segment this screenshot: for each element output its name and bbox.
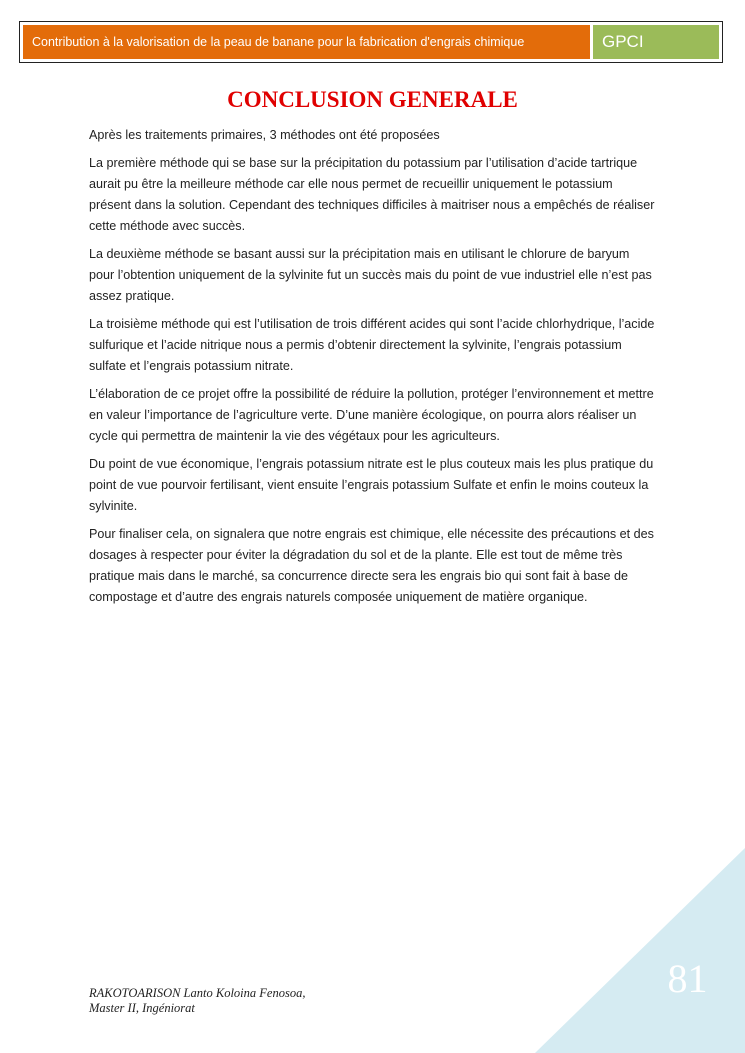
page-header <box>19 21 723 63</box>
paragraph: Après les traitements primaires, 3 méthodes ont été proposées <box>89 128 440 142</box>
body-text <box>89 125 657 615</box>
paragraph: L’élaboration de ce projet offre la possibilité de réduire la pollution, protéger l’environnement et mettre en valeur l’importance de l’agriculture verte. D’une manière écologique, on pourra alors réaliser un cycle qui permettra de maintenir la vie des végétaux pour les agriculteurs. <box>89 387 654 443</box>
page-title: CONCLUSION GENERALE <box>227 87 518 112</box>
paragraph: Du point de vue économique, l’engrais potassium nitrate est le plus couteux mais les plus pratique du point de vue pourvoir fertilisant, vient ensuite l’engrais potassium Sulfate et enfin le moins couteux la sylvinite. <box>89 457 654 513</box>
paragraph: La troisième méthode qui est l’utilisation de trois différent acides qui sont l’acide chlorhydrique, l’acide sulfurique et l’acide nitrique nous a permis d’obtenir directement la sylvinite, l’engrais potassium sulfate et l’engrais potassium nitrate. <box>89 317 655 373</box>
paragraph: La deuxième méthode se basant aussi sur la précipitation mais en utilisant le chlorure de baryum pour l’obtention uniquement de la sylvinite fut un succès mais du point de vue industriel elle n’est pas assez pratique. <box>89 247 652 303</box>
author-name: RAKOTOARISON Lanto Koloina Fenosoa, <box>89 986 306 1000</box>
footer-author <box>89 986 305 1016</box>
header-title: Contribution à la valorisation de la peau de banane pour la fabrication d'engrais chimique <box>23 25 590 59</box>
author-degree: Master II, Ingéniorat <box>89 1001 195 1015</box>
paragraph: Pour finaliser cela, on signalera que notre engrais est chimique, elle nécessite des précautions et des dosages à respecter pour éviter la dégradation du sol et de la plante. Elle est tout de même très pratique mais dans le marché, sa concurrence directe sera les engrais bio qui sont fait à base de compostage et d’autre des engrais naturels composée uniquement de matière organique. <box>89 527 654 604</box>
paragraph: La première méthode qui se base sur la précipitation du potassium par l’utilisation d’acide tartrique aurait pu être la meilleure méthode car elle nous permet de recueillir uniquement le potassium présent dans la solution. Cependant des techniques difficiles à maitriser nous a empêchés de réaliser cette méthode avec succès. <box>89 156 655 233</box>
corner-decoration <box>535 848 745 1053</box>
header-tag: GPCI <box>593 25 719 59</box>
page-number: 81 <box>667 956 708 1001</box>
